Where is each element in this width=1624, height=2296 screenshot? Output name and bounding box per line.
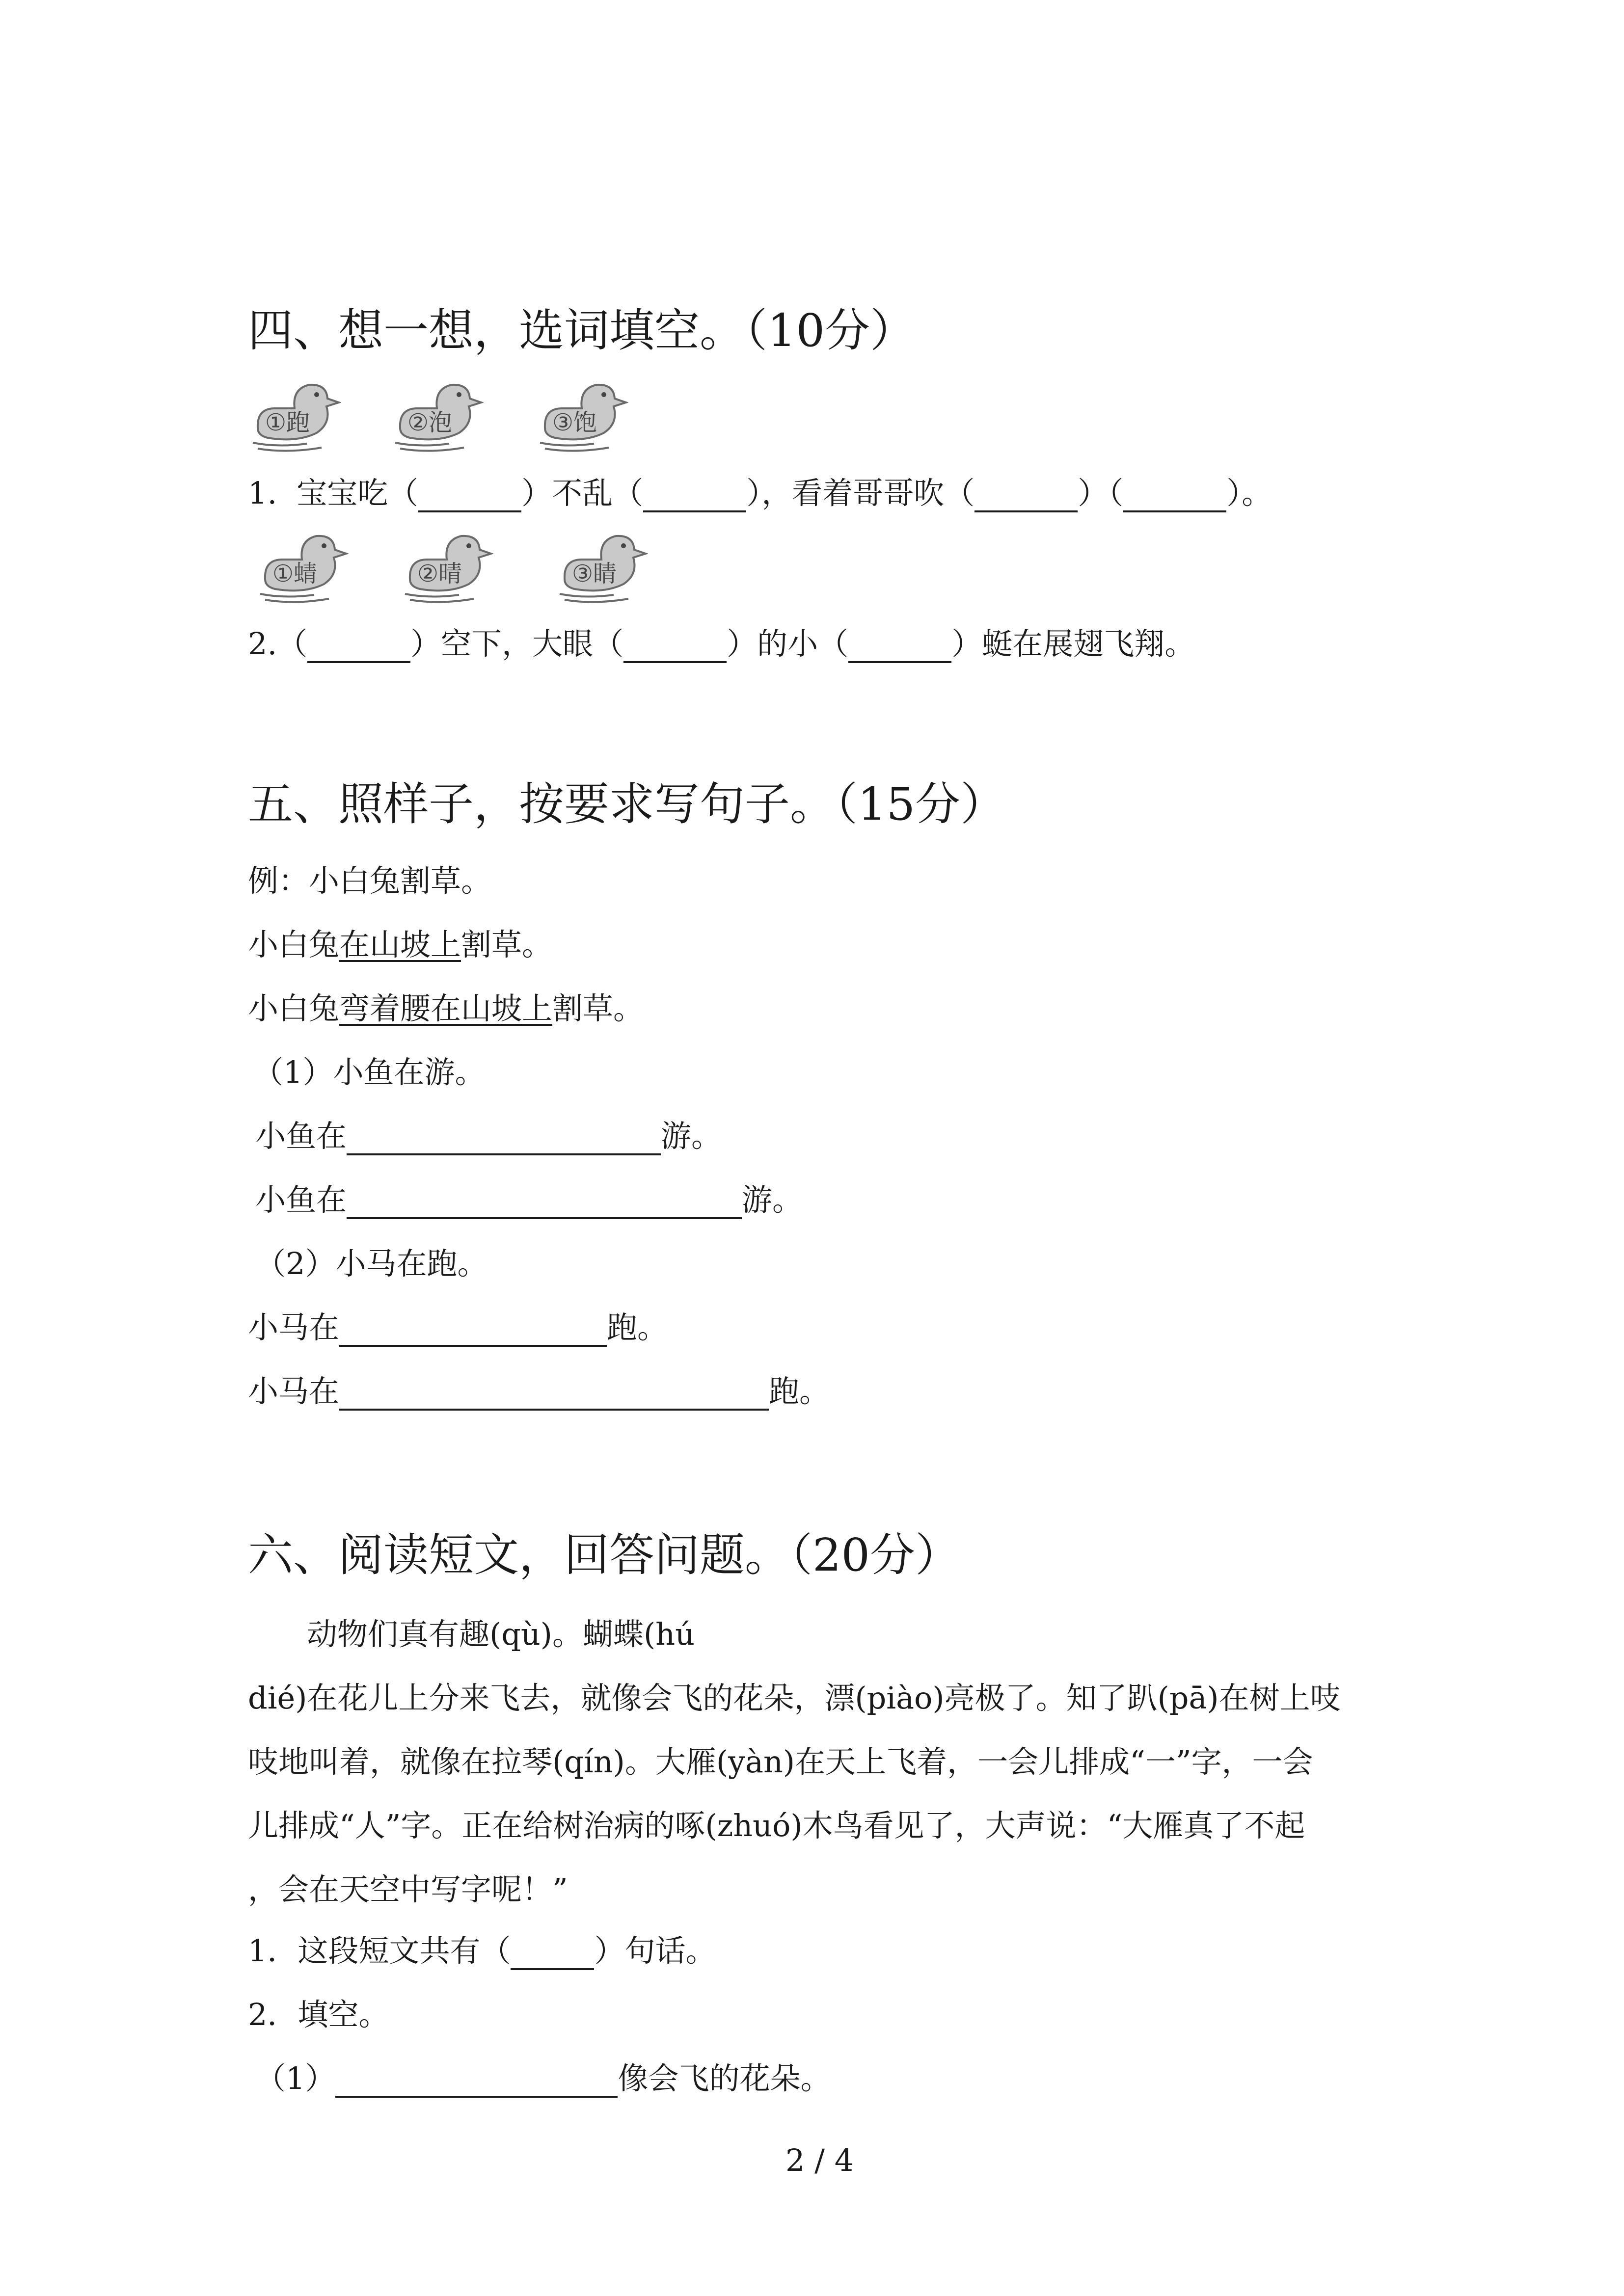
example-sentence-2: 小白兔在山坡上割草。 <box>248 927 553 962</box>
duck-option-label: ①蜻 <box>272 560 318 587</box>
question-4-1: 1. 宝宝吃（ ）不乱（ ），看着哥哥吹（ ）（ ）。 <box>248 469 1272 512</box>
passage-line-5: ，会在天空中写字呢！” <box>248 1871 568 1907</box>
duck-option-label: ③睛 <box>572 560 617 587</box>
duck-option-2-icon <box>390 369 484 453</box>
answer-line-5-2b: 小马在 跑。 <box>248 1367 830 1411</box>
passage-line-3: 吱地叫着，就像在拉琴(qín)。大雁(yàn)在天上飞着，一会儿排成“一”字，一会 <box>248 1744 1313 1780</box>
answer-blank[interactable] <box>418 479 521 512</box>
answer-blank[interactable] <box>307 629 410 663</box>
question-6-2-1: （1） 像会飞的花朵。 <box>255 2054 831 2098</box>
passage-line-4: 儿排成“人”字。正在给树治病的啄(zhuó)木鸟看见了，大声说：“大雁真了不起 <box>248 1808 1305 1843</box>
duck-option-1-icon <box>248 369 341 453</box>
example-sentence-3: 小白兔弯着腰在山坡上割草。 <box>248 990 644 1026</box>
duck-option-label: ②泡 <box>407 409 453 436</box>
answer-line-5-2a: 小马在 跑。 <box>248 1303 668 1347</box>
question-6-2: 2．填空。 <box>248 1997 389 2032</box>
answer-line-5-1a: 小鱼在 游。 <box>255 1112 722 1155</box>
duck-option-3-icon <box>535 369 628 453</box>
page-number: 2 / 4 <box>785 2142 854 2178</box>
duck-option-1-icon <box>255 520 349 604</box>
passage-line-2: dié)在花儿上分来飞去，就像会飞的花朵，漂(piào)亮极了。知了趴(pā)在树上吱 <box>248 1680 1341 1716</box>
duck-option-label: ③饱 <box>552 409 597 436</box>
duck-option-3-icon <box>555 520 648 604</box>
answer-blank[interactable] <box>974 479 1078 512</box>
example-label: 例：小白兔割草。 <box>248 863 492 899</box>
answer-blank[interactable] <box>848 629 951 663</box>
answer-blank[interactable] <box>643 479 746 512</box>
duck-option-label: ①跑 <box>265 409 310 436</box>
question-6-1: 1．这段短文共有（ ）句话。 <box>248 1926 716 1970</box>
section-5-heading: 五、照样子，按要求写句子。（15分） <box>248 778 1006 830</box>
question-5-2: （2）小马在跑。 <box>255 1246 488 1281</box>
question-4-2: 2.（ ）空下，大眼（ ）的小（ ）蜓在展翅飞翔。 <box>248 619 1195 663</box>
section-4-heading: 四、想一想，选词填空。（10分） <box>248 304 916 357</box>
answer-blank[interactable] <box>339 1313 607 1347</box>
answer-blank[interactable] <box>623 629 727 663</box>
answer-blank[interactable] <box>335 2064 618 2098</box>
question-5-1: （1）小鱼在游。 <box>253 1054 486 1090</box>
section-6-heading: 六、阅读短文，回答问题。（20分） <box>248 1529 961 1581</box>
answer-line-5-1b: 小鱼在 游。 <box>255 1175 803 1219</box>
passage-line-1: 动物们真有趣(qù)。蝴蝶(hú <box>307 1616 695 1652</box>
answer-blank[interactable] <box>347 1185 742 1219</box>
answer-blank[interactable] <box>511 1936 594 1970</box>
answer-blank[interactable] <box>339 1377 769 1411</box>
duck-option-2-icon <box>400 520 493 604</box>
answer-blank[interactable] <box>1123 479 1226 512</box>
answer-blank[interactable] <box>347 1121 661 1155</box>
duck-option-label: ②晴 <box>417 560 462 587</box>
